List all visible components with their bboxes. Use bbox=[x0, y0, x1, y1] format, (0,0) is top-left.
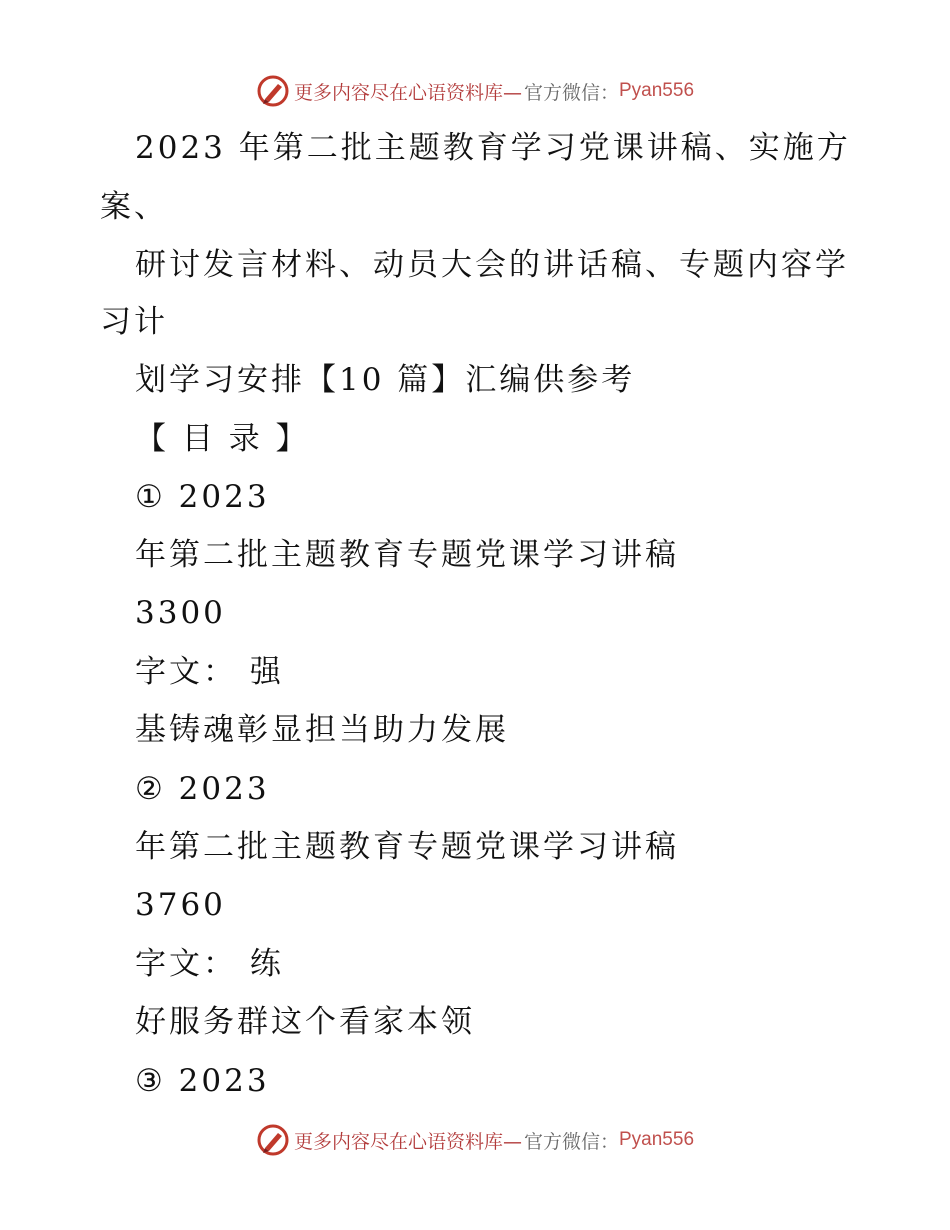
doc-line: 案、 bbox=[100, 189, 168, 225]
watermark-text: 更多内容尽在心语资料库— bbox=[293, 81, 522, 104]
doc-line: 3300 bbox=[135, 595, 226, 631]
doc-line: 基铸魂彰显担当助力发展 bbox=[135, 712, 509, 748]
footer-watermark bbox=[0, 1120, 950, 1160]
doc-line: 2023 年第二批主题教育学习党课讲稿、实施方 bbox=[135, 130, 851, 166]
doc-line: ② 2023 bbox=[135, 771, 270, 807]
doc-line: ① 2023 bbox=[135, 479, 270, 515]
doc-line: 年第二批主题教育专题党课学习讲稿 bbox=[135, 829, 679, 865]
doc-line: 3760 bbox=[135, 887, 226, 923]
doc-line: 研讨发言材料、动员大会的讲话稿、专题内容学 bbox=[135, 247, 849, 283]
doc-line: 习计 bbox=[100, 304, 168, 340]
watermark-wechat-id: Pyan556 bbox=[619, 80, 695, 101]
header-watermark bbox=[0, 71, 950, 111]
watermark-wechat-label: 官方微信： bbox=[523, 81, 619, 104]
doc-line: 字文： 练 bbox=[135, 946, 284, 982]
doc-line: 划学习安排【10 篇】汇编供参考 bbox=[135, 362, 636, 398]
watermark-wechat-id: Pyan556 bbox=[619, 1129, 695, 1150]
toc-heading: 【 目 录 】 bbox=[135, 421, 310, 457]
doc-line: ③ 2023 bbox=[135, 1063, 270, 1099]
red-pen-circle-logo-icon bbox=[256, 1123, 290, 1157]
doc-line: 好服务群这个看家本领 bbox=[135, 1004, 475, 1040]
watermark-text: 更多内容尽在心语资料库— bbox=[293, 1130, 522, 1153]
watermark-wechat-label: 官方微信： bbox=[523, 1130, 619, 1153]
doc-line: 字文： 强 bbox=[135, 654, 284, 690]
doc-line: 年第二批主题教育专题党课学习讲稿 bbox=[135, 537, 679, 573]
red-pen-circle-logo-icon bbox=[256, 74, 290, 108]
